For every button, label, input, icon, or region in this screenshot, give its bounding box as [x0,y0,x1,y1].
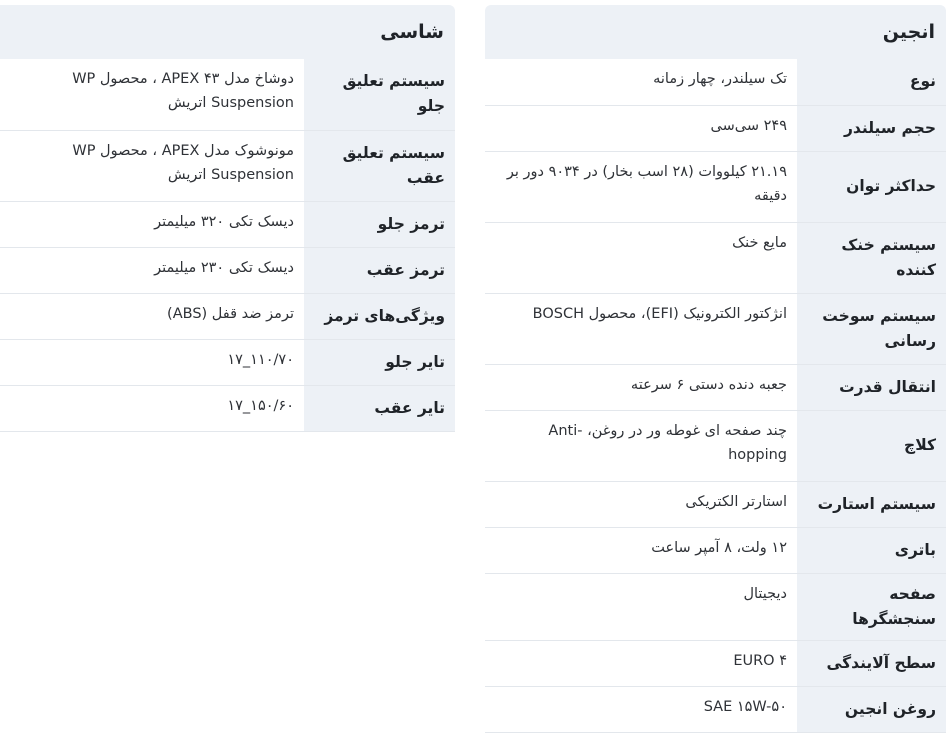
spec-label: ترمز جلو [304,201,455,247]
chassis-specs-table [0,59,455,432]
spec-value: ۱۲ ولت، ۸ آمپر ساعت [485,527,797,573]
spec-value: جعبه دنده دستی ۶ سرعته [485,364,797,410]
spec-value: انژکتور الکترونیک (EFI)، محصول BOSCH [485,293,797,364]
spec-label: سیستم سوخت رسانی [797,293,946,364]
spec-label: کلاچ [797,410,946,481]
spec-row [485,640,946,686]
spec-value: ۱۵۰/۶۰_۱۷ [0,385,304,431]
spec-row [485,410,946,481]
spec-row [485,105,946,151]
spec-label: سیستم استارت [797,481,946,527]
spec-label: تایر جلو [304,339,455,385]
spec-value: SAE ۱۵W-۵۰ [485,686,797,732]
spec-row [0,59,455,130]
spec-label: باتری [797,527,946,573]
spec-row [0,339,455,385]
engine-section-title: انجین [485,5,946,59]
engine-specs-panel [485,5,946,733]
spec-value: چند صفحه ای غوطه ور در روغن، Anti-hopping [485,410,797,481]
spec-label: نوع [797,59,946,105]
spec-value: دیسک تکی ۳۲۰ میلیمتر [0,201,304,247]
spec-value: ترمز ضد قفل (ABS) [0,293,304,339]
spec-label: صفحه سنجشگرها [797,573,946,640]
spec-row [0,130,455,201]
spec-value: مونوشوک مدل APEX ، محصول WP Suspension اتریش [0,130,304,201]
spec-value: دوشاخ مدل APEX ۴۳ ، محصول WP Suspension اتریش [0,59,304,130]
spec-label: انتقال قدرت [797,364,946,410]
spec-label: سیستم خنک کننده [797,222,946,293]
spec-row [485,481,946,527]
spec-label: ترمز عقب [304,247,455,293]
spec-row [485,222,946,293]
spec-row [0,247,455,293]
spec-label: سطح آلایندگی [797,640,946,686]
spec-row [485,59,946,105]
spec-value: ۱۱۰/۷۰_۱۷ [0,339,304,385]
chassis-specs-panel [0,5,455,432]
spec-value: دیسک تکی ۲۳۰ میلیمتر [0,247,304,293]
spec-row [485,151,946,222]
spec-value: ۲۴۹ سی‌سی [485,105,797,151]
spec-label: سیستم تعلیق عقب [304,130,455,201]
spec-label: سیستم تعلیق جلو [304,59,455,130]
spec-value: EURO ۴ [485,640,797,686]
spec-value: تک سیلندر، چهار زمانه [485,59,797,105]
spec-value: استارتر الکتریکی [485,481,797,527]
spec-label: حداکثر توان [797,151,946,222]
spec-row [0,293,455,339]
spec-value: مایع خنک [485,222,797,293]
spec-label: روغن انجین [797,686,946,732]
spec-row [485,527,946,573]
spec-value: ۲۱.۱۹ کیلووات (۲۸ اسب بخار) در ۹۰۳۴ دور بر دقیقه [485,151,797,222]
spec-value: دیجیتال [485,573,797,640]
engine-specs-table [485,59,946,733]
spec-row [485,364,946,410]
spec-row [485,686,946,732]
spec-label: ویژگی‌های ترمز [304,293,455,339]
chassis-section-title: شاسی [0,5,455,59]
spec-row [0,385,455,431]
spec-label: حجم سیلندر [797,105,946,151]
spec-row [485,293,946,364]
spec-label: تایر عقب [304,385,455,431]
spec-row [0,201,455,247]
spec-row [485,573,946,640]
